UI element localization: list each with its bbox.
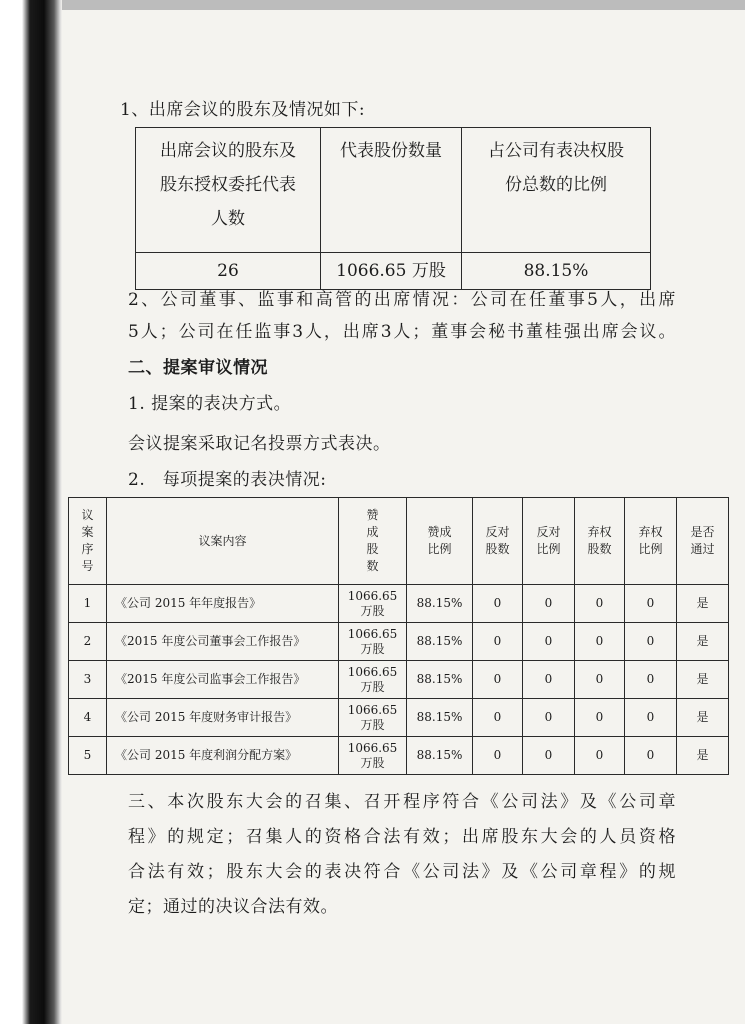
row-for-shares: 1066.65 万股 xyxy=(339,699,407,737)
attendance-header-ratio: 占公司有表决权股 份总数的比例 xyxy=(488,141,624,195)
row-passed: 是 xyxy=(677,737,729,775)
row-for-shares: 1066.65 万股 xyxy=(339,585,407,623)
row-against-ratio: 0 xyxy=(523,585,575,623)
attendance-table xyxy=(135,127,651,290)
attendance-header-cell xyxy=(462,128,651,253)
attendance-ratio: 88.15% xyxy=(462,253,651,290)
attendance-count: 26 xyxy=(136,253,321,290)
row-for-shares: 1066.65 万股 xyxy=(339,623,407,661)
row-against-ratio: 0 xyxy=(523,699,575,737)
row-abstain-shares: 0 xyxy=(575,661,625,699)
table-row xyxy=(69,737,729,775)
row-against-ratio: 0 xyxy=(523,661,575,699)
conclusion-line-4: 定；通过的决议合法有效。 xyxy=(128,897,338,917)
header-against-ratio: 反对 比例 xyxy=(523,498,575,585)
row-against-ratio: 0 xyxy=(523,623,575,661)
row-proposal: 《公司 2015 年年度报告》 xyxy=(107,585,339,623)
attendance-shares: 1066.65 万股 xyxy=(321,253,462,290)
voting-method-title: 1. 提案的表决方式。 xyxy=(128,394,292,414)
row-abstain-shares: 0 xyxy=(575,623,625,661)
conclusion-line-1: 三、本次股东大会的召集、召开程序符合《公司法》及《公司章 xyxy=(128,792,676,812)
proposal-heading: 二、提案审议情况 xyxy=(128,358,268,378)
row-for-shares: 1066.65 万股 xyxy=(339,737,407,775)
row-seq: 4 xyxy=(69,699,107,737)
header-content: 议案内容 xyxy=(107,498,339,585)
row-proposal: 《2015 年度公司监事会工作报告》 xyxy=(107,661,339,699)
header-abstain-shares: 弃权 股数 xyxy=(575,498,625,585)
row-against-ratio: 0 xyxy=(523,737,575,775)
attendance-header-shareholders: 出席会议的股东及 股东授权委托代表 人数 xyxy=(160,141,296,229)
row-seq: 5 xyxy=(69,737,107,775)
header-abstain-ratio: 弃权 比例 xyxy=(625,498,677,585)
table-row xyxy=(69,623,729,661)
row-against-shares: 0 xyxy=(473,585,523,623)
row-abstain-ratio: 0 xyxy=(625,661,677,699)
row-against-shares: 0 xyxy=(473,699,523,737)
row-proposal: 《2015 年度公司董事会工作报告》 xyxy=(107,623,339,661)
attendance-header-cell xyxy=(321,128,462,253)
conclusion-line-3: 合法有效；股东大会的表决符合《公司法》及《公司章程》的规 xyxy=(128,862,676,882)
row-passed: 是 xyxy=(677,623,729,661)
row-abstain-ratio: 0 xyxy=(625,699,677,737)
voting-results-title: 2. 每项提案的表决情况: xyxy=(128,470,327,490)
row-passed: 是 xyxy=(677,661,729,699)
conclusion-line-2: 程》的规定；召集人的资格合法有效；出席股东大会的人员资格 xyxy=(128,827,676,847)
attendance-header-cell xyxy=(136,128,321,253)
row-for-ratio: 88.15% xyxy=(407,623,473,661)
row-abstain-shares: 0 xyxy=(575,699,625,737)
row-abstain-ratio: 0 xyxy=(625,623,677,661)
voting-method-text: 会议提案采取记名投票方式表决。 xyxy=(128,434,391,454)
row-seq: 1 xyxy=(69,585,107,623)
row-for-ratio: 88.15% xyxy=(407,585,473,623)
voting-table xyxy=(68,497,729,775)
row-proposal: 《公司 2015 年度利润分配方案》 xyxy=(107,737,339,775)
section2-line-1: 2、公司董事、监事和高管的出席情况：公司在任董事5人，出席 xyxy=(128,290,676,310)
row-against-shares: 0 xyxy=(473,737,523,775)
row-passed: 是 xyxy=(677,699,729,737)
header-for-ratio: 赞成 比例 xyxy=(407,498,473,585)
header-passed: 是否 通过 xyxy=(677,498,729,585)
attendance-header-shares: 代表股份数量 xyxy=(340,141,442,161)
row-abstain-ratio: 0 xyxy=(625,737,677,775)
row-against-shares: 0 xyxy=(473,623,523,661)
row-for-shares: 1066.65 万股 xyxy=(339,661,407,699)
row-for-ratio: 88.15% xyxy=(407,661,473,699)
row-abstain-shares: 0 xyxy=(575,585,625,623)
row-against-shares: 0 xyxy=(473,661,523,699)
row-for-ratio: 88.15% xyxy=(407,699,473,737)
row-abstain-shares: 0 xyxy=(575,737,625,775)
section1-title: 1、出席会议的股东及情况如下: xyxy=(120,100,366,120)
binding-edge xyxy=(0,0,62,1024)
header-for-shares: 赞 成 股 数 xyxy=(339,498,407,585)
row-abstain-ratio: 0 xyxy=(625,585,677,623)
row-for-ratio: 88.15% xyxy=(407,737,473,775)
table-row xyxy=(69,661,729,699)
page-top-edge xyxy=(0,0,745,10)
row-passed: 是 xyxy=(677,585,729,623)
row-seq: 3 xyxy=(69,661,107,699)
header-against-shares: 反对 股数 xyxy=(473,498,523,585)
table-row xyxy=(69,585,729,623)
section2-line-2: 5人；公司在任监事3人，出席3人；董事会秘书董桂强出席会议。 xyxy=(128,322,676,342)
row-proposal: 《公司 2015 年度财务审计报告》 xyxy=(107,699,339,737)
row-seq: 2 xyxy=(69,623,107,661)
table-row xyxy=(69,699,729,737)
header-seq: 议 案 序 号 xyxy=(69,498,107,585)
